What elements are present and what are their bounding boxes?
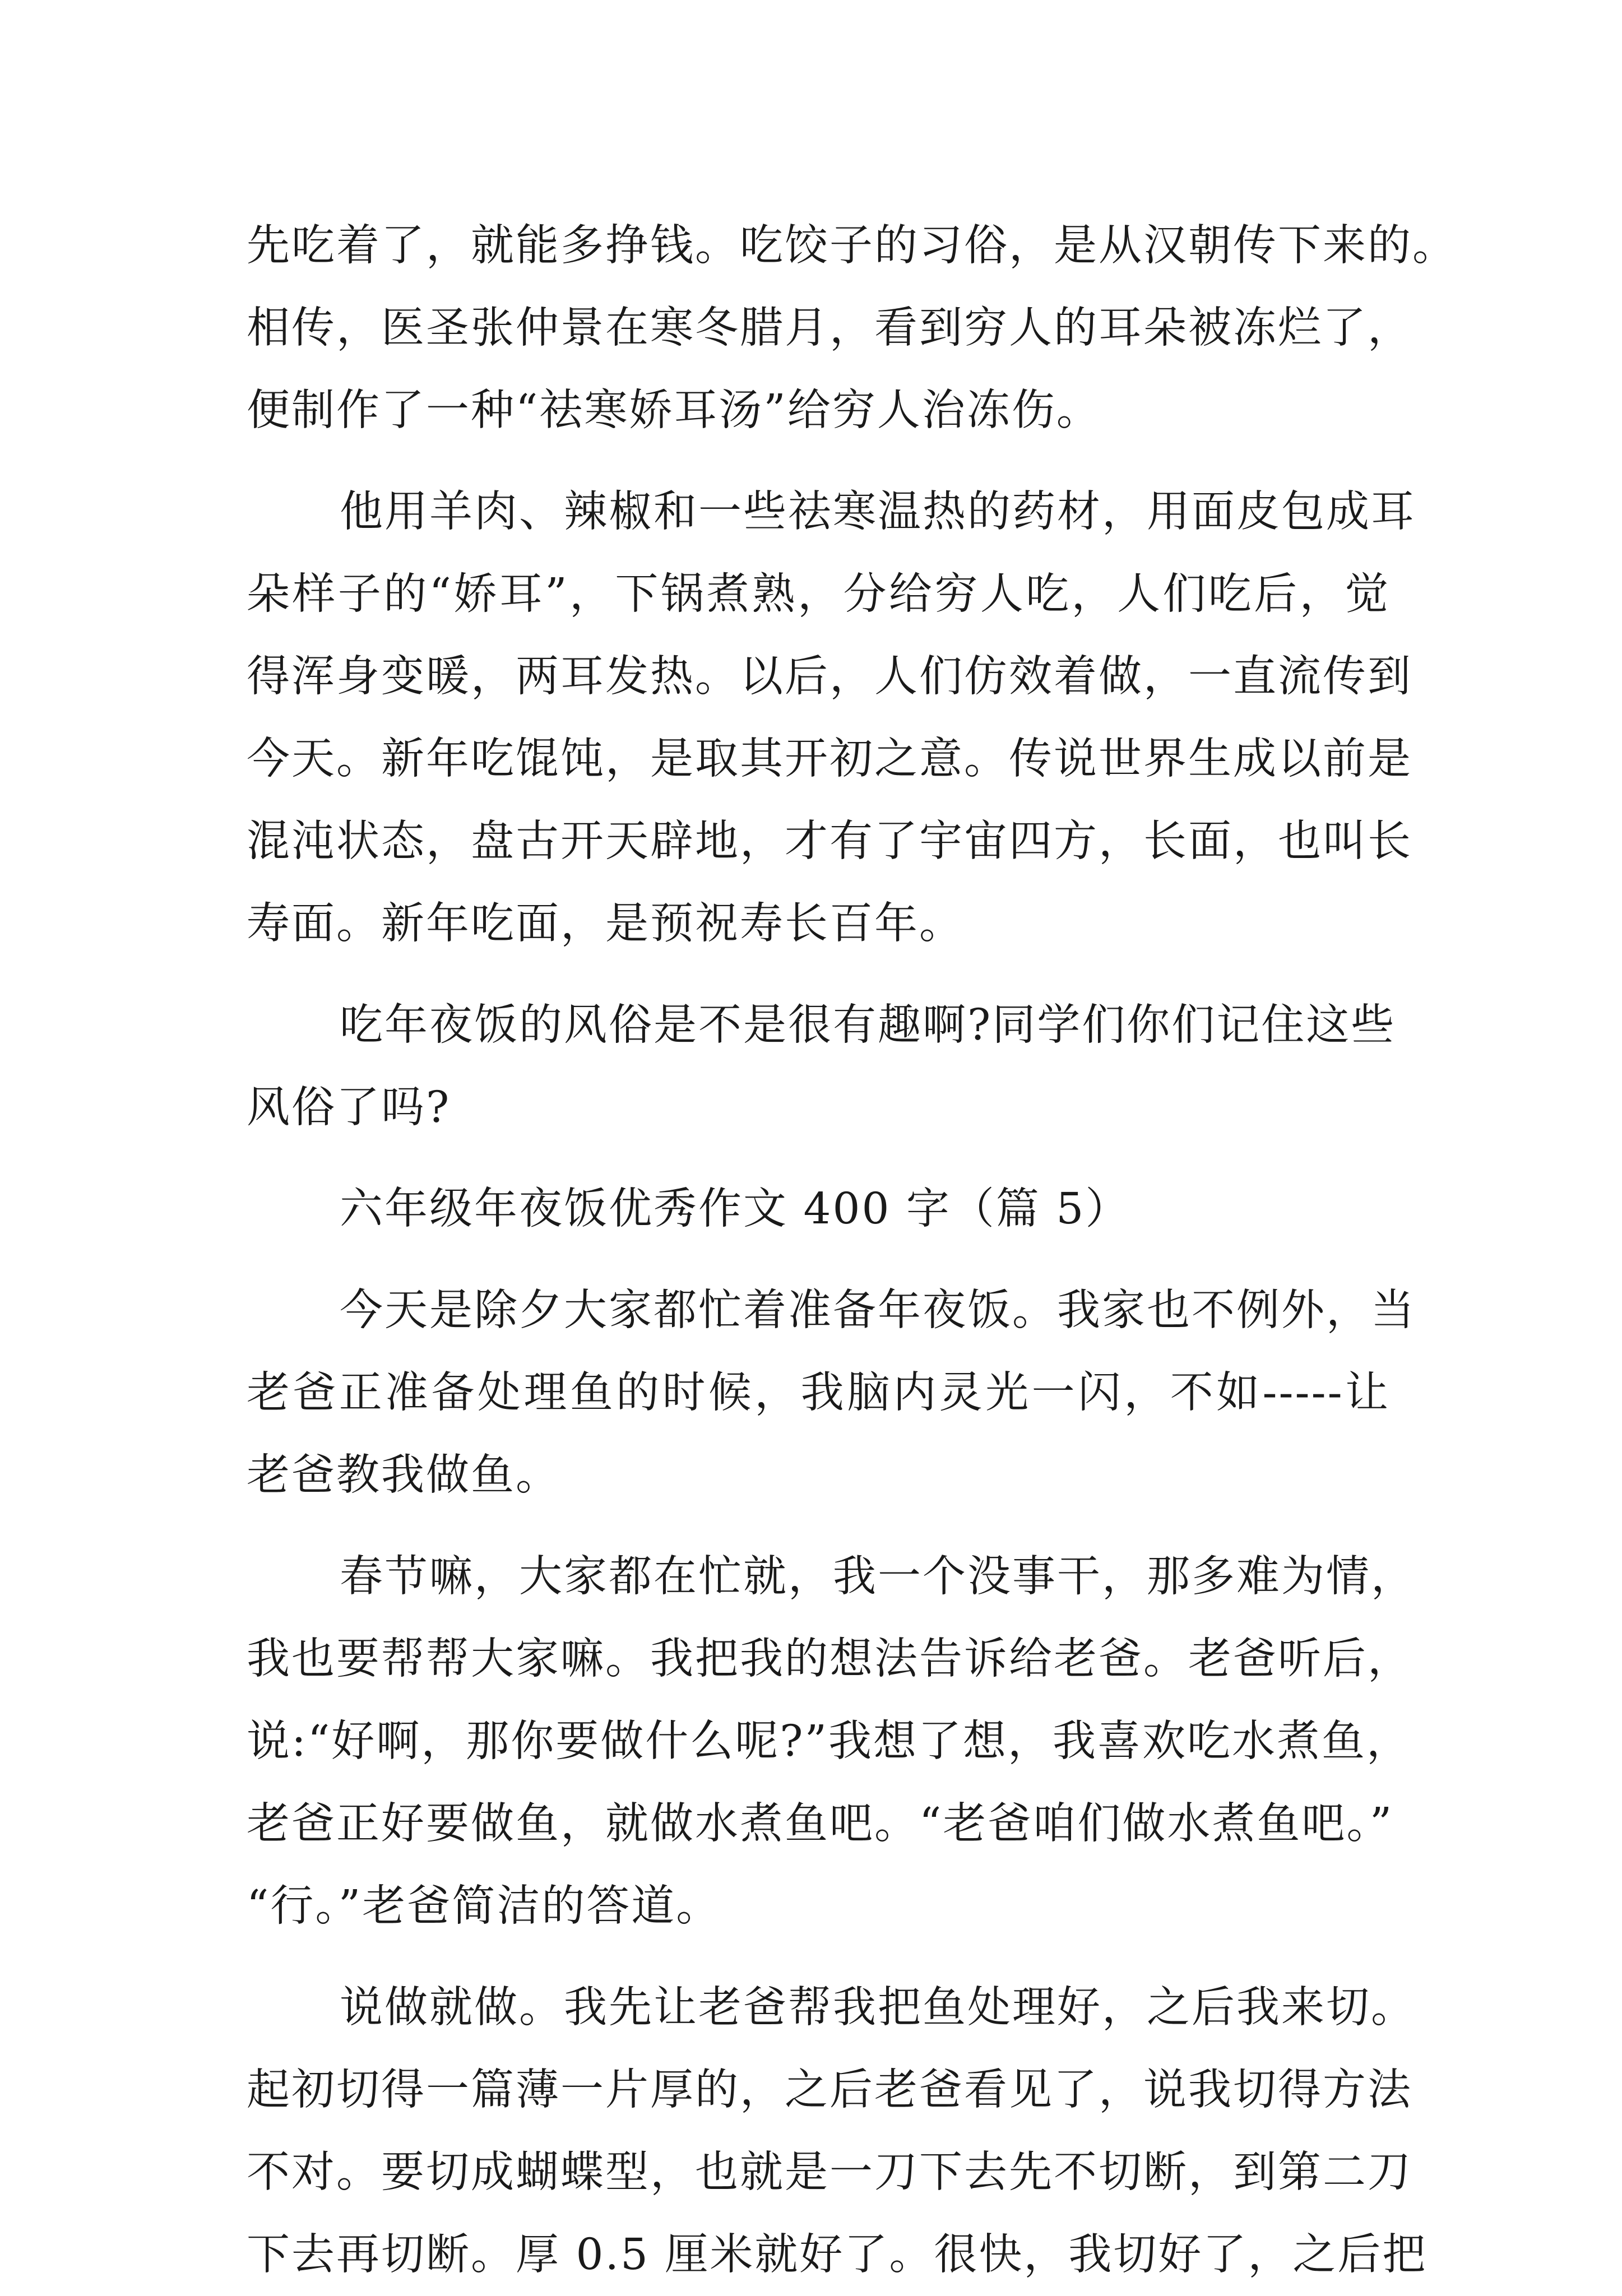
text-line: 便制作了一种“祛寒娇耳汤”给穷人治冻伤。 [247,386,1101,435]
paragraph-gap [247,1250,1390,1269]
text-line: 他用羊肉、辣椒和一些祛寒温热的药材，用面皮包成耳 [340,487,1416,537]
text-line: 不对。要切成蝴蝶型，也就是一刀下去先不切断，到第二刀 [247,2147,1412,2197]
text-line: 风俗了吗? [247,1083,451,1133]
text-line: 先吃着了，就能多挣钱。吃饺子的习俗，是从汉朝传下来的。 [247,221,1457,271]
text-line: 春节嘛，大家都在忙就，我一个没事干，那多难为情， [340,1552,1416,1602]
text-line: 寿面。新年吃面，是预祝寿长百年。 [247,899,964,949]
text-line: 吃年夜饭的风俗是不是很有趣啊?同学们你们记住这些 [340,1000,1396,1050]
text-line: 得浑身变暖，两耳发热。以后，人们仿效着做，一直流传到 [247,652,1412,702]
paragraph-gap [247,1947,1390,1966]
text-line: 今天是除夕大家都忙着准备年夜饭。我家也不例外，当 [340,1286,1416,1335]
text-line: 老爸教我做鱼。 [247,1450,560,1500]
text-line: 起初切得一篇薄一片厚的，之后老爸看见了，说我切得方法 [247,2065,1412,2115]
text-line: 混沌状态，盘古开天辟地，才有了宇宙四方，长面，也叫长 [247,817,1412,866]
text-line: “行。”老爸简洁的答道。 [247,1881,721,1931]
text-line: 我也要帮帮大家嘛。我把我的想法告诉给老爸。老爸听后， [247,1634,1412,1684]
text-line: 相传，医圣张仲景在寒冬腊月，看到穷人的耳朵被冻烂了， [247,303,1412,353]
text-line: 今天。新年吃馄饨，是取其开初之意。传说世界生成以前是 [247,734,1412,784]
paragraph-gap [247,1149,1390,1168]
paragraph-gap [247,1516,1390,1536]
text-line: 说做就做。我先让老爸帮我把鱼处理好，之后我来切。 [340,1983,1416,2033]
paragraph-gap [247,452,1390,471]
text-line: 老爸正准备处理鱼的时候，我脑内灵光一闪，不如-----让 [247,1368,1390,1418]
text-line: 老爸正好要做鱼，就做水煮鱼吧。“老爸咱们做水煮鱼吧。” [247,1799,1394,1849]
body-text [247,205,1457,2296]
text-line: 下去再切断。厚 0.5 厘米就好了。很快，我切好了，之后把 [247,2230,1428,2280]
section-heading: 六年级年夜饭优秀作文 400 字（篇 5） [340,1184,1130,1234]
text-line: 朵样子的“娇耳”，下锅煮熟，分给穷人吃，人们吃后，觉 [247,569,1390,619]
paragraph-gap [247,965,1390,984]
text-line: 说:“好啊，那你要做什么呢?”我想了想，我喜欢吃水煮鱼， [247,1717,1411,1766]
